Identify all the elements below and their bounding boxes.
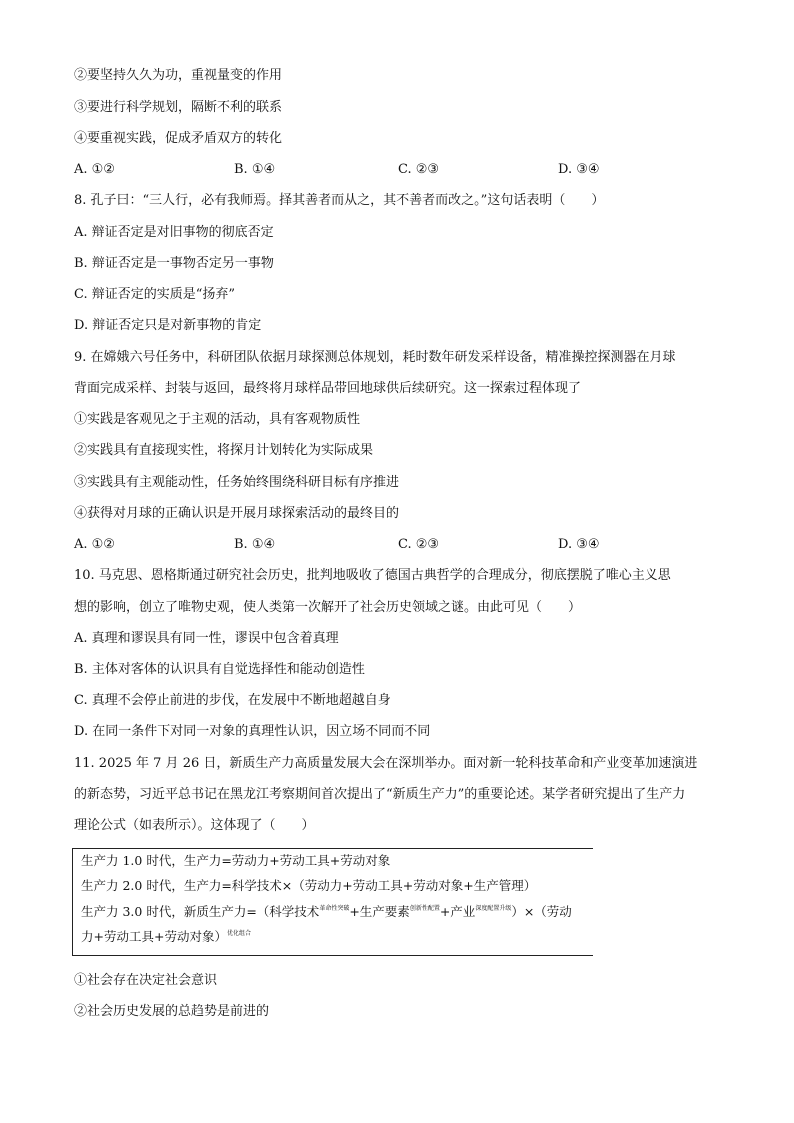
q7-statement-3: ③要进行科学规划，隔断不利的联系 bbox=[74, 100, 283, 115]
q7-option-d[interactable]: D. ③④ bbox=[558, 162, 600, 177]
q10-stem-line-2: 想的影响，创立了唯物史观，使人类第一次解开了社会历史领域之谜。由此可见（ ） bbox=[74, 600, 582, 615]
formula-sup-3: 深度配置升级 bbox=[475, 905, 512, 912]
q10-option-c[interactable]: C. 真理不会停止前进的步伐，在发展中不断地超越自身 bbox=[74, 693, 391, 708]
formula-sup-1: 革命性突破 bbox=[319, 905, 350, 912]
q9-option-c[interactable]: C. ②③ bbox=[398, 537, 440, 552]
q7-options bbox=[74, 162, 634, 178]
q7-statement-2: ②要坚持久久为功，重视量变的作用 bbox=[74, 68, 283, 83]
formula-row-3-part-d: ）×（劳动 bbox=[511, 904, 572, 919]
q9-options bbox=[74, 537, 634, 553]
formula-row-3-part-c: +产业 bbox=[439, 904, 476, 919]
formula-sup-4: 优化组合 bbox=[226, 930, 251, 937]
q10-option-a[interactable]: A. 真理和谬误具有同一性，谬误中包含着真理 bbox=[74, 631, 339, 646]
formula-row-1: 生产力 1.0 时代，生产力=劳动力+劳动工具+劳动对象 bbox=[81, 853, 391, 868]
formula-sup-2: 创新性配置 bbox=[409, 905, 440, 912]
q7-option-c[interactable]: C. ②③ bbox=[398, 162, 440, 177]
q10-option-b[interactable]: B. 主体对客体的认识具有自觉选择性和能动创造性 bbox=[74, 662, 365, 677]
q9-statement-4: ④获得对月球的正确认识是开展月球探索活动的最终目的 bbox=[74, 506, 400, 521]
q8-option-a[interactable]: A. 辩证否定是对旧事物的彻底否定 bbox=[74, 225, 274, 240]
q9-statement-3: ③实践具有主观能动性，任务始终围绕科研目标有序推进 bbox=[74, 475, 400, 490]
q7-option-b[interactable]: B. ①④ bbox=[234, 162, 276, 177]
q8-option-c[interactable]: C. 辩证否定的实质是“扬弃” bbox=[74, 287, 236, 302]
q9-stem-line-1: 9. 在嫦娥六号任务中，科研团队依据月球探测总体规划，耗时数年研发采样设备，精准操控探测器在月球 bbox=[74, 350, 676, 365]
q7-option-a[interactable]: A. ①② bbox=[74, 162, 115, 177]
q7-statement-4: ④要重视实践，促成矛盾双方的转化 bbox=[74, 131, 283, 146]
q9-statement-2: ②实践具有直接现实性，将探月计划转化为实际成果 bbox=[74, 443, 374, 458]
q11-statement-1: ①社会存在决定社会意识 bbox=[74, 973, 218, 988]
productivity-formula-table bbox=[72, 848, 593, 956]
formula-row-3-part-b: +生产要素 bbox=[349, 904, 410, 919]
q9-option-d[interactable]: D. ③④ bbox=[558, 537, 600, 552]
q9-stem-line-2: 背面完成采样、封装与返回，最终将月球样品带回地球供后续研究。这一探索过程体现了 bbox=[74, 381, 582, 396]
q10-option-d[interactable]: D. 在同一条件下对同一对象的真理性认识，因立场不同而不同 bbox=[74, 724, 431, 739]
q11-stem-line-2: 的新态势，习近平总书记在黑龙江考察期间首次提出了“新质生产力”的重要论述。某学者研究提出了生产力 bbox=[74, 787, 686, 802]
q9-statement-1: ①实践是客观见之于主观的活动，具有客观物质性 bbox=[74, 412, 361, 427]
formula-row-3 bbox=[81, 904, 572, 920]
q9-option-b[interactable]: B. ①④ bbox=[234, 537, 276, 552]
q11-stem-line-1: 11. 2025 年 7 月 26 日，新质生产力高质量发展大会在深圳举办。面对新一轮科技革命和产业变革加速演进 bbox=[74, 756, 698, 771]
formula-row-3-part-a: 生产力 3.0 时代，新质生产力=（科学技术 bbox=[81, 904, 320, 919]
q8-option-b[interactable]: B. 辩证否定是一事物否定另一事物 bbox=[74, 256, 274, 271]
formula-row-4 bbox=[81, 929, 251, 945]
q11-stem-line-3: 理论公式（如表所示）。这体现了（ ） bbox=[74, 818, 315, 833]
q8-stem: 8. 孔子曰：“三人行，必有我师焉。择其善者而从之，其不善者而改之。”这句话表明（ ） bbox=[74, 193, 605, 208]
q8-option-d[interactable]: D. 辩证否定只是对新事物的肯定 bbox=[74, 318, 262, 333]
q11-statement-2: ②社会历史发展的总趋势是前进的 bbox=[74, 1004, 270, 1019]
formula-row-4-part-a: 力+劳动工具+劳动对象） bbox=[81, 929, 227, 944]
q10-stem-line-1: 10. 马克思、恩格斯通过研究社会历史，批判地吸收了德国古典哲学的合理成分，彻底摆脱了唯心主义思 bbox=[74, 568, 671, 583]
formula-row-2: 生产力 2.0 时代，生产力=科学技术×（劳动力+劳动工具+劳动对象+生产管理） bbox=[81, 878, 537, 893]
q9-option-a[interactable]: A. ①② bbox=[74, 537, 115, 552]
